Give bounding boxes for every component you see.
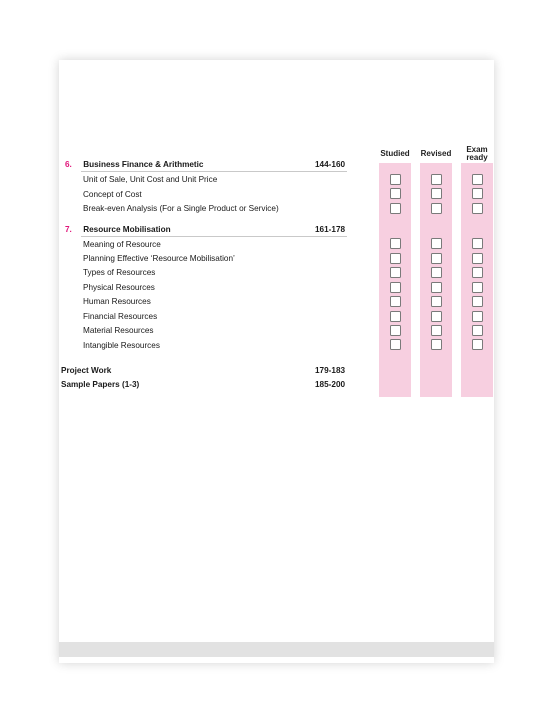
exam-ready-checkbox[interactable] xyxy=(472,238,483,249)
revised-checkbox[interactable] xyxy=(431,188,442,199)
studied-checkbox[interactable] xyxy=(390,282,401,293)
studied-checkbox[interactable] xyxy=(390,311,401,322)
extra-section-pages: 185-200 xyxy=(315,380,346,389)
topic-item[interactable]: Human Resources xyxy=(83,297,151,306)
page-footer-band xyxy=(59,642,494,663)
exam-ready-checkbox[interactable] xyxy=(472,253,483,264)
revised-checkbox[interactable] xyxy=(431,203,442,214)
extra-section-title[interactable]: Project Work xyxy=(61,366,112,375)
topic-item[interactable]: Unit of Sale, Unit Cost and Unit Price xyxy=(83,175,218,184)
revised-checkbox[interactable] xyxy=(431,238,442,249)
exam-ready-checkbox[interactable] xyxy=(472,174,483,185)
revised-checkbox[interactable] xyxy=(431,267,442,278)
exam-ready-header: Exam ready xyxy=(466,145,488,162)
exam-ready-checkbox[interactable] xyxy=(472,203,483,214)
chapter-number: 6. xyxy=(65,160,72,169)
studied-checkbox[interactable] xyxy=(390,253,401,264)
studied-header: Studied xyxy=(380,149,410,158)
topic-item[interactable]: Meaning of Resource xyxy=(83,240,161,249)
revised-header: Revised xyxy=(420,149,452,158)
revised-checkbox[interactable] xyxy=(431,311,442,322)
chapter-pages: 144-160 xyxy=(315,160,346,169)
chapter-heading[interactable] xyxy=(65,225,171,235)
revised-checkbox[interactable] xyxy=(431,296,442,307)
studied-checkbox[interactable] xyxy=(390,296,401,307)
revised-checkbox[interactable] xyxy=(431,253,442,264)
chapter-title: Resource Mobilisation xyxy=(83,225,171,234)
revised-checkbox[interactable] xyxy=(431,174,442,185)
studied-checkbox[interactable] xyxy=(390,339,401,350)
exam-ready-checkbox[interactable] xyxy=(472,188,483,199)
contents-page xyxy=(59,60,494,663)
exam-ready-checkbox[interactable] xyxy=(472,296,483,307)
extra-section-title[interactable]: Sample Papers (1-3) xyxy=(61,380,140,389)
exam-ready-checkbox[interactable] xyxy=(472,339,483,350)
exam-ready-checkbox[interactable] xyxy=(472,282,483,293)
studied-checkbox[interactable] xyxy=(390,267,401,278)
chapter-number: 7. xyxy=(65,225,72,234)
topic-item[interactable]: Financial Resources xyxy=(83,312,158,321)
exam-ready-checkbox[interactable] xyxy=(472,325,483,336)
chapter-underline xyxy=(81,236,347,237)
chapter-heading[interactable] xyxy=(65,160,203,170)
topic-item[interactable]: Break-even Analysis (For a Single Product or Service) xyxy=(83,204,279,213)
exam-ready-checkbox[interactable] xyxy=(472,267,483,278)
revised-checkbox[interactable] xyxy=(431,339,442,350)
exam-ready-checkbox[interactable] xyxy=(472,311,483,322)
studied-checkbox[interactable] xyxy=(390,203,401,214)
chapter-pages: 161-178 xyxy=(315,225,346,234)
chapter-title: Business Finance & Arithmetic xyxy=(83,160,204,169)
studied-checkbox[interactable] xyxy=(390,238,401,249)
topic-item[interactable]: Types of Resources xyxy=(83,268,156,277)
revised-checkbox[interactable] xyxy=(431,282,442,293)
topic-item[interactable]: Concept of Cost xyxy=(83,190,142,199)
revised-checkbox[interactable] xyxy=(431,325,442,336)
studied-checkbox[interactable] xyxy=(390,325,401,336)
topic-item[interactable]: Material Resources xyxy=(83,326,154,335)
topic-item[interactable]: Intangible Resources xyxy=(83,341,160,350)
chapter-underline xyxy=(81,171,347,172)
extra-section-pages: 179-183 xyxy=(315,366,346,375)
studied-checkbox[interactable] xyxy=(390,188,401,199)
topic-item[interactable]: Physical Resources xyxy=(83,283,155,292)
topic-item[interactable]: Planning Effective ‘Resource Mobilisation’ xyxy=(83,254,235,263)
studied-checkbox[interactable] xyxy=(390,174,401,185)
